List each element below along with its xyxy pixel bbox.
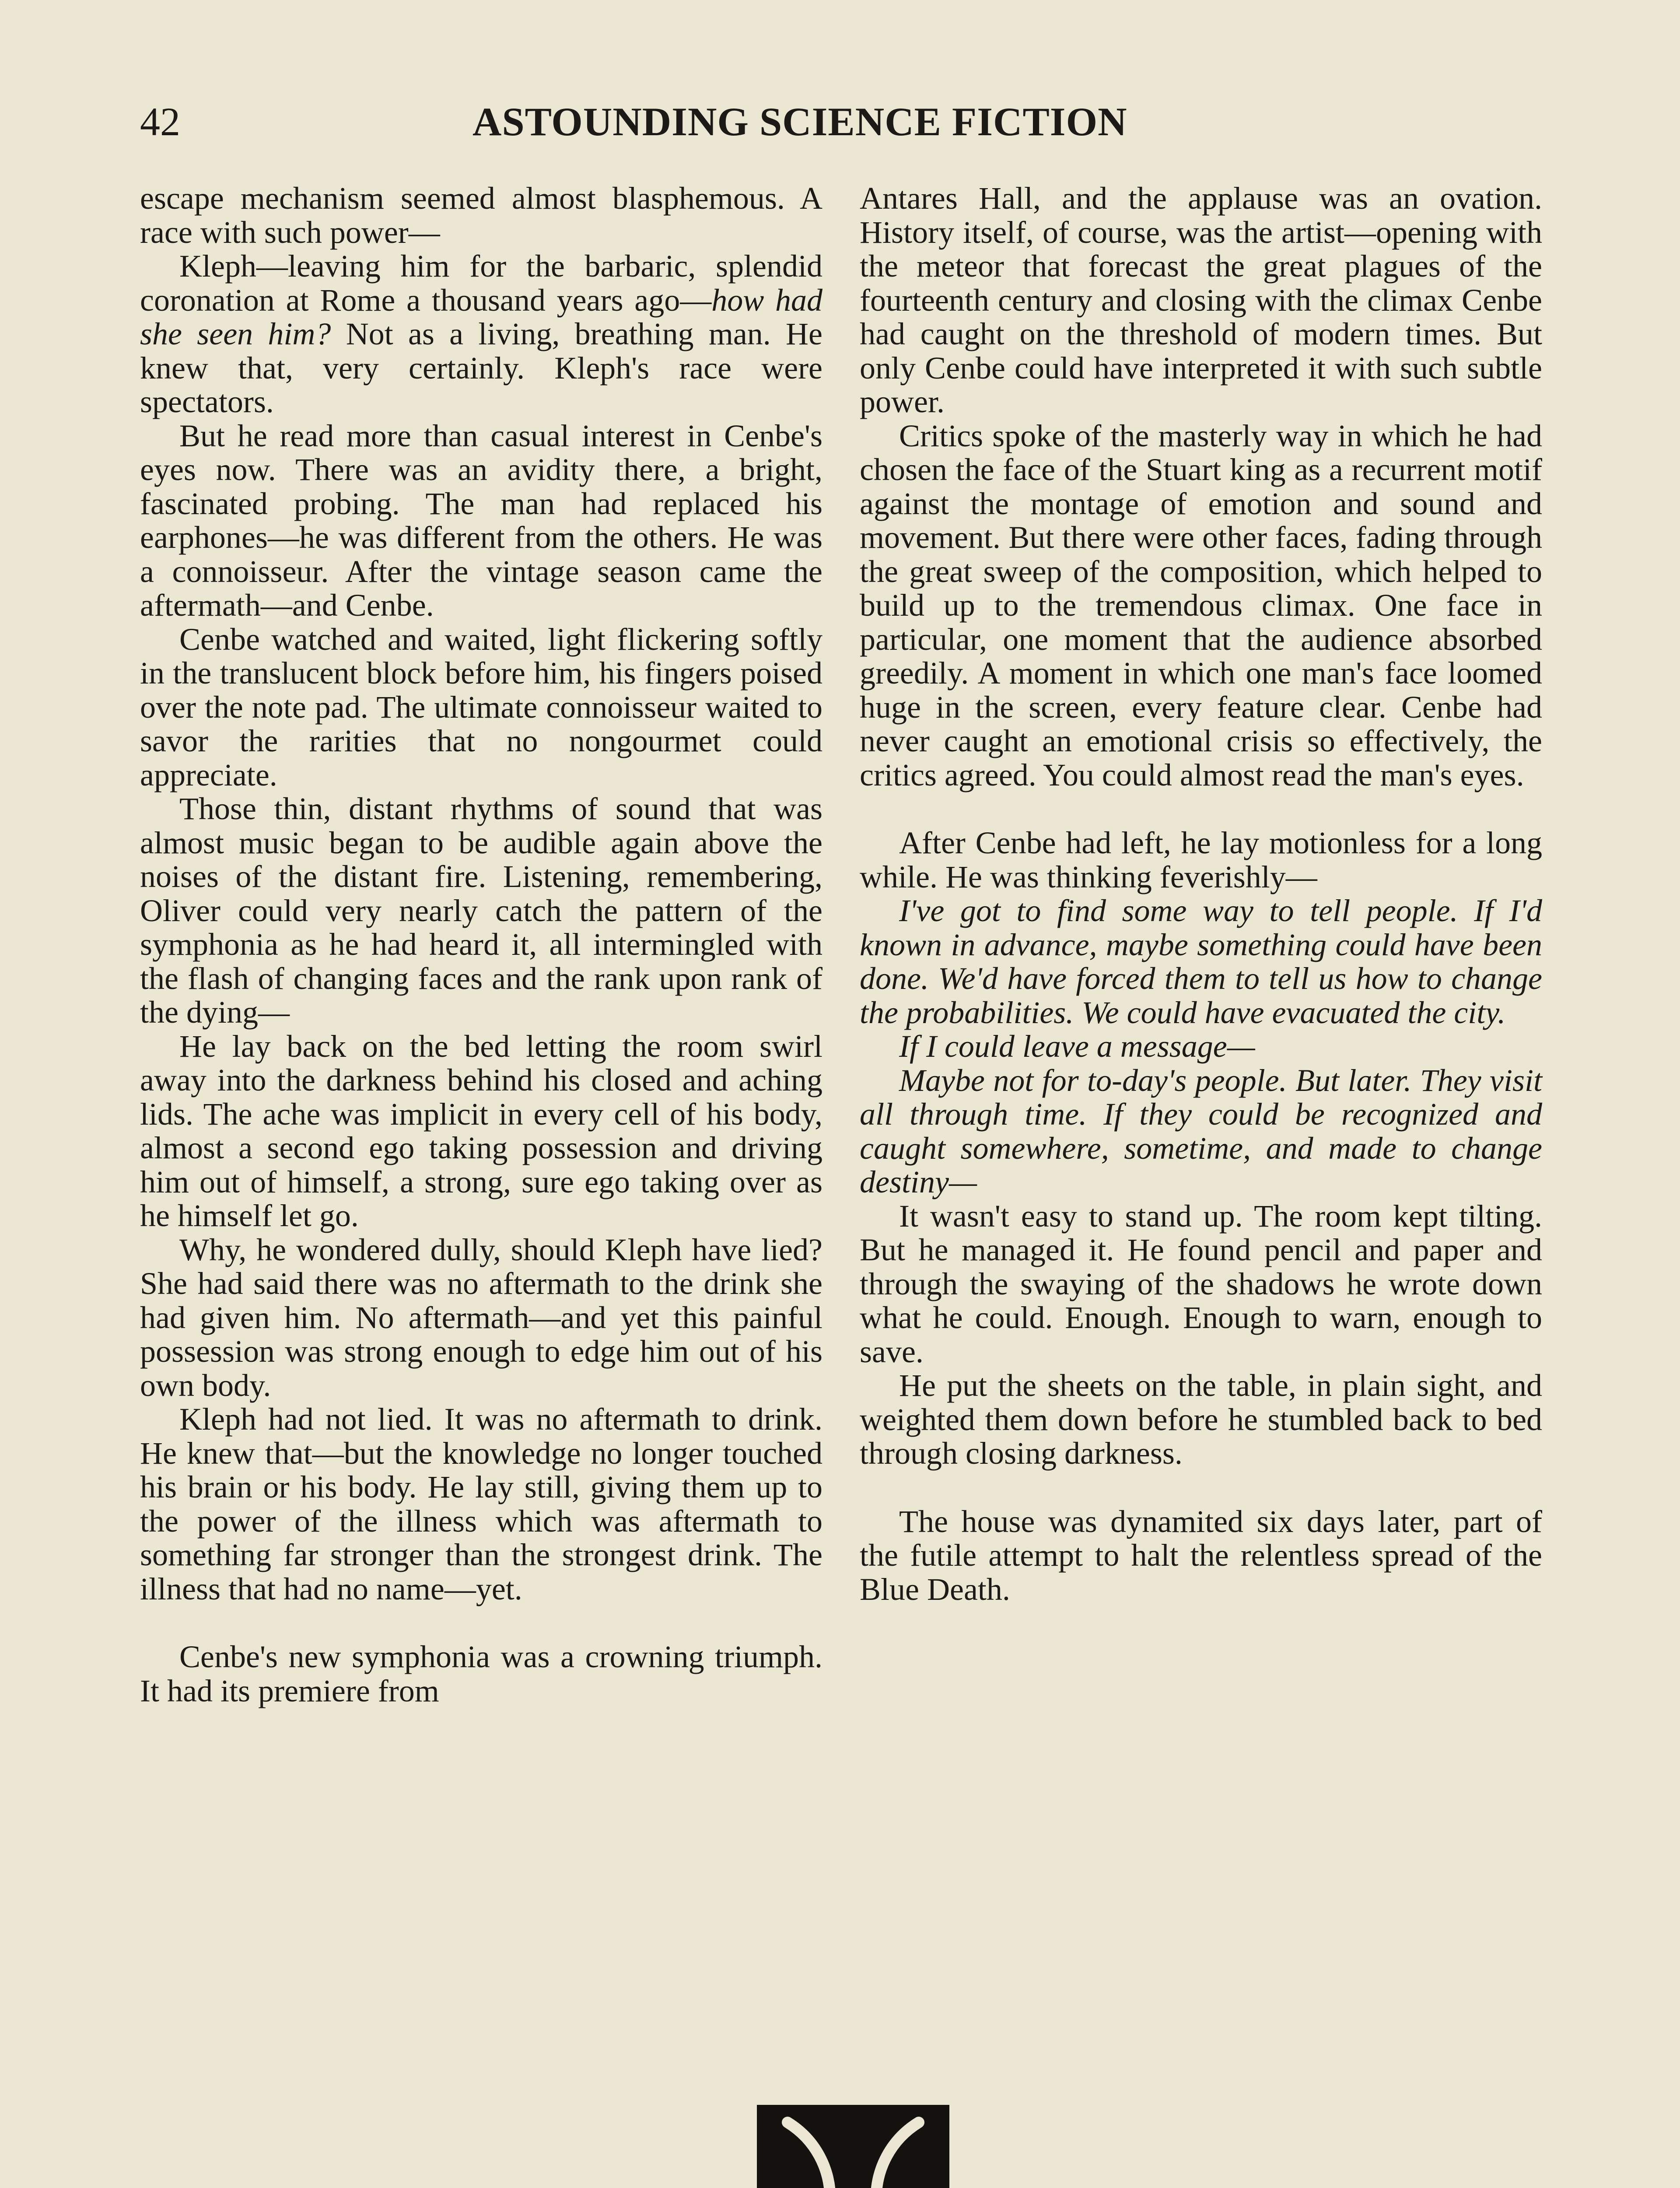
right-column xyxy=(860,182,1542,1606)
pisces-symbol-icon xyxy=(757,2105,949,2188)
paragraph: Kleph—leaving him for the barbaric, splendid coronation at Rome a thousand years ago—how had she seen him? Not as a living, breathing man. He knew that, very certainly. Kleph's race were spectators. xyxy=(140,249,822,419)
paragraph: He lay back on the bed letting the room swirl away into the darkness behind his closed and aching lids. The ache was implicit in every cell of his body, almost a second ego taking possession and driving him out of himself, a strong, sure ego taking over as he himself let go. xyxy=(140,1028,822,1233)
paragraph: Those thin, distant rhythms of sound that was almost music began to be audible again above the noises of the distant fire. Listening, remembering, Oliver could very nearly catch the pattern of the symphonia as he had heard it, all intermingled with the flash of changing faces and the rank upon rank of the dying— xyxy=(140,791,822,1030)
left-column xyxy=(140,182,822,1708)
paragraph: Antares Hall, and the applause was an ovation. History itself, of course, was the artist—opening with the meteor that forecast the great plagues of the fourteenth century and closing with the climax Cenbe had caught on the threshold of modern times. But only Cenbe could have interpreted it with such subtle power. xyxy=(860,181,1542,419)
paragraph: But he read more than casual interest in Cenbe's eyes now. There was an avidity there, a bright, fascinated probing. The man had replaced his earphones—he was different from the others. He was a connoisseur. After the vintage season came the aftermath—and Cenbe. xyxy=(140,418,822,623)
paragraph: Critics spoke of the masterly way in which he had chosen the face of the Stuart king as a recurrent motif against the montage of emotion and sound and movement. But there were other faces, fading through the great sweep of the composition, which helped to build up to the tremendous climax. One face in particular, one moment that the audience absorbed greedily. A moment in which one man's face loomed huge in the screen, every feature clear. Cenbe had never caught an emotional crisis so effectively, the critics agreed. You could almost read the man's eyes. xyxy=(860,418,1542,792)
italic-paragraph: If I could leave a message— xyxy=(899,1029,1255,1064)
page-header xyxy=(0,98,1680,164)
paragraph: Kleph had not lied. It was no aftermath to drink. He knew that—but the knowledge no longer touched his brain or his body. He lay still, giving them up to the power of the illness which was aftermath to something far stronger than the strongest drink. The illness that had no name—yet. xyxy=(140,1402,822,1606)
paragraph: He put the sheets on the table, in plain sight, and weighted them down before he stumbled back to bed through closing darkness. xyxy=(860,1368,1542,1471)
paragraph: The house was dynamited six days later, part of the futile attempt to halt the relentless spread of the Blue Death. xyxy=(860,1504,1542,1607)
paragraph: escape mechanism seemed almost blasphemous. A race with such power— xyxy=(140,181,822,250)
paragraph: Cenbe watched and waited, light flickering softly in the translucent block before him, his fingers poised over the note pad. The ultimate connoisseur waited to savor the rarities that no nongourmet could appreciate. xyxy=(140,621,822,792)
paragraph: It wasn't easy to stand up. The room kept tilting. But he managed it. He found pencil and paper and through the swaying of the shadows he wrote down what he could. Enough. Enough to warn, enough to save. xyxy=(860,1198,1542,1369)
paragraph: Why, he wondered dully, should Kleph have lied? She had said there was no aftermath to the drink she had given him. No aftermath—and yet this painful possession was strong enough to edge him out of his own body. xyxy=(140,1232,822,1403)
paragraph: After Cenbe had left, he lay motionless for a long while. He was thinking feverishly— xyxy=(860,825,1542,894)
running-head: ASTOUNDING SCIENCE FICTION xyxy=(472,99,1127,144)
italic-paragraph: Maybe not for to-day's people. But later. They visit all through time. If they could be recognized and caught somewhere, sometime, and made to change destiny— xyxy=(860,1062,1542,1199)
paragraph: Cenbe's new symphonia was a crowning triumph. It had its premiere from xyxy=(140,1639,822,1708)
page-number: 42 xyxy=(140,99,180,144)
italic-paragraph: I've got to find some way to tell people. If I'd known in advance, maybe something could have been done. We'd have forced them to tell us how to change the probabilities. We could have evacuated the city. xyxy=(860,893,1542,1030)
